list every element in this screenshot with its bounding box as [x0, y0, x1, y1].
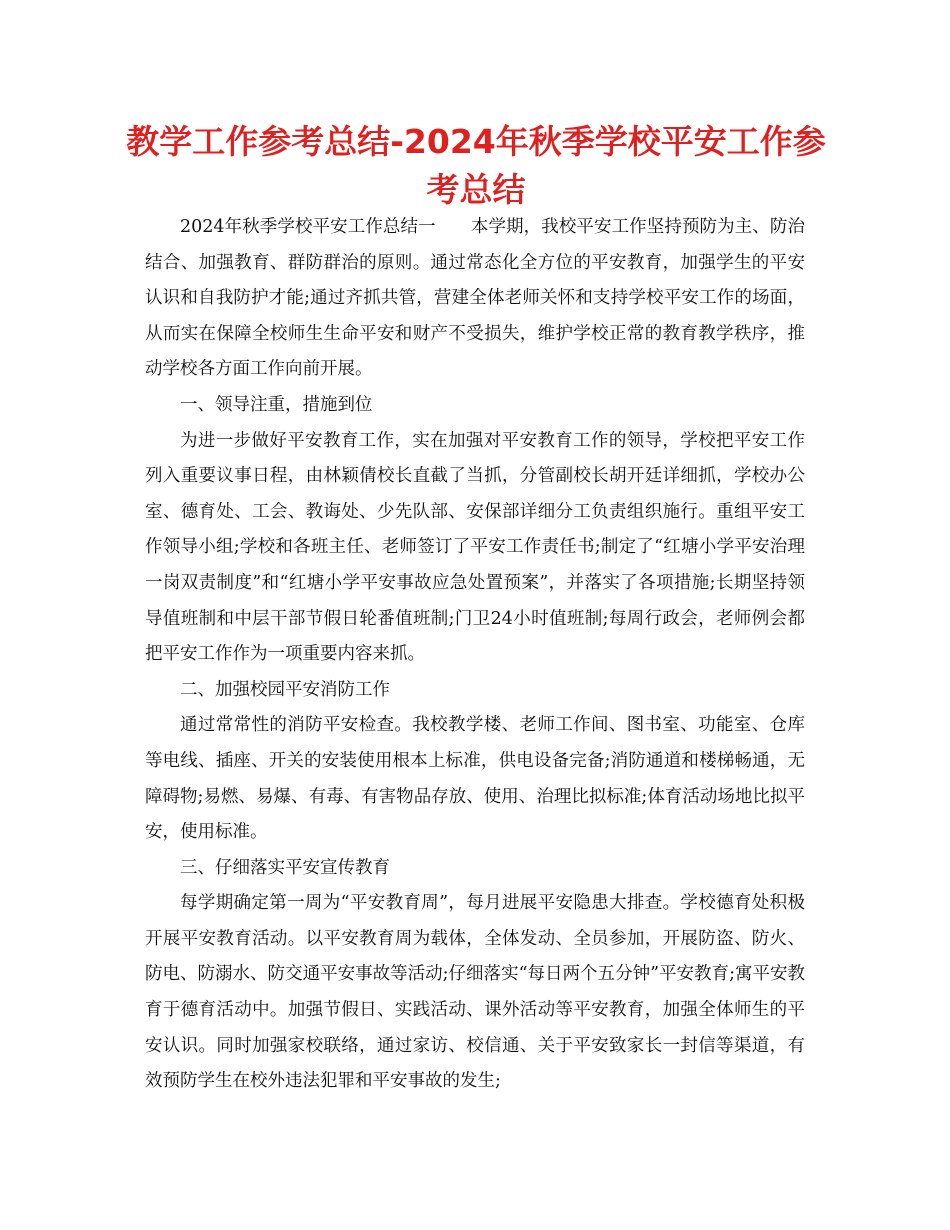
paragraph-leadership: 为进一步做好平安教育工作，实在加强对平安教育工作的领导，学校把平安工作列入重要议事日程，由林颖倩校长直截了当抓，分管副校长胡开廷详细抓，学校办公室、德育处、工会、教诲处、少先队部、安保部详细分工负责组织施行。重组平安工作领导小组;学校和各班主任、老师签订了平安工作责任书;制定了“红塘小学平安治理一岗双责制度”和“红塘小学平安事故应急处置预案”，并落实了各项措施;长期坚持领导值班制和中层干部节假日轮番值班制;门卫24小时值班制;每周行政会，老师例会都把平安工作作为一项重要内容来抓。	[145, 430, 805, 665]
document-title: 教学工作参考总结-2024年秋季学校平安工作参考总结	[126, 122, 826, 209]
paragraph-safety-education: 每学期确定第一周为“平安教育周”，每月进展平安隐患大排查。学校德育处积极开展平安教育活动。以平安教育周为载体，全体发动、全员参加，开展防盗、防火、防电、防溺水、防交通平安事故等活动;仔细落实“每日两个五分钟”平安教育;寓平安教育于德育活动中。加强节假日、实践活动、课外活动等平安教育，加强全体师生的平安认识。同时加强家校联络，通过家访、校信通、关于平安致家长一封信等渠道，有效预防学生在校外违法犯罪和平安事故的发生;	[145, 893, 805, 1092]
section-heading-2: 二、加强校园平安消防工作	[180, 679, 390, 700]
section-heading-1: 一、领导注重，措施到位	[180, 394, 373, 415]
paragraph-fire-safety: 通过常常性的消防平安检查。我校教学楼、老师工作间、图书室、功能室、仓库等电线、插座、开关的安装使用根本上标准，供电设备完备;消防通道和楼梯畅通，无障碍物;易燃、易爆、有毒、有害物品存放、使用、治理比拟标准;体育活动场地比拟平安，使用标准。	[145, 715, 805, 843]
document-body	[145, 210, 805, 1100]
paragraph-intro: 2024年秋季学校平安工作总结一 本学期，我校平安工作坚持预防为主、防治结合、加强教育、群防群治的原则。通过常态化全方位的平安教育，加强学生的平安认识和自我防护才能;通过齐抓共管，营建全体老师关怀和支持学校平安工作的场面，从而实在保障全校师生生命平安和财产不受损失，维护学校正常的教育教学秩序，推动学校各方面工作向前开展。	[145, 217, 805, 380]
section-heading-3: 三、仔细落实平安宣传教育	[180, 857, 390, 878]
